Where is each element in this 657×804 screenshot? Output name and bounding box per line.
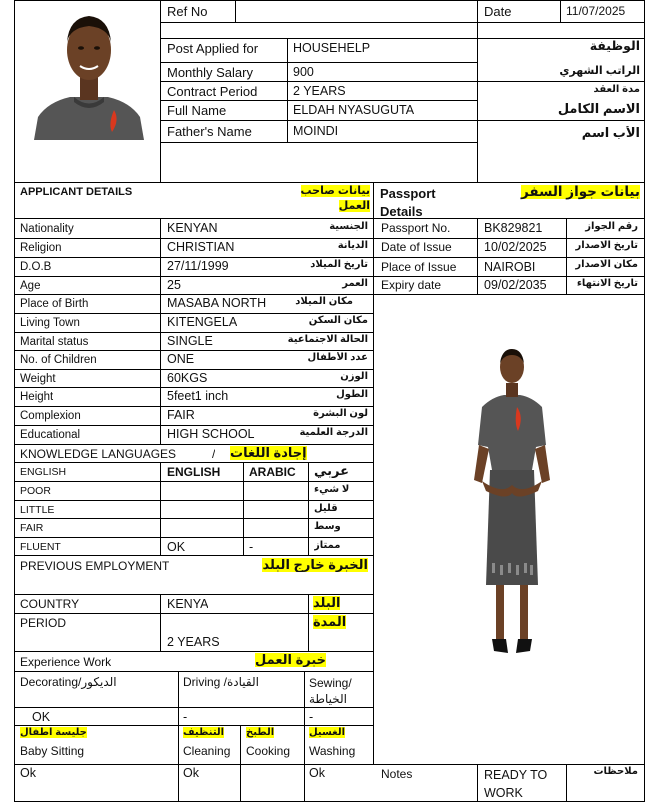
lang-poor-ar: لا شيء	[314, 484, 350, 495]
place-of-birth-label: Place of Birth	[20, 298, 89, 310]
full-name-ar: الاسم الكامل	[557, 102, 640, 116]
lang-little-ar: قليل	[314, 503, 338, 514]
previous-employment-title-ar: الخبرة خارج البلد	[262, 558, 368, 572]
passport-no-ar: رقم الجواز	[585, 221, 638, 232]
age-ar: العمر	[342, 278, 368, 289]
passport-details-title: Passport Details	[380, 186, 436, 220]
place-of-issue-value[interactable]: NAIROBI	[484, 261, 536, 274]
weight-ar: الوزن	[340, 371, 368, 382]
period-ar: المدة	[313, 615, 347, 629]
lang-fair-label: FAIR	[20, 523, 44, 534]
lang-poor-label: POOR	[20, 486, 51, 497]
complexion-value[interactable]: FAIR	[167, 409, 195, 422]
contract-period-label: Contract Period	[167, 85, 258, 99]
date-of-issue-ar: تاريخ الاصدار	[575, 240, 638, 251]
nationality-label: Nationality	[20, 223, 74, 235]
languages-slash: /	[212, 448, 216, 461]
lang-poor-english[interactable]	[167, 485, 237, 499]
lang-fluent-english[interactable]: OK	[167, 541, 186, 554]
monthly-salary-label: Monthly Salary	[167, 66, 253, 80]
marital-status-value[interactable]: SINGLE	[167, 335, 213, 348]
fathers-name-value[interactable]: MOINDI	[293, 125, 339, 138]
previous-employment-title: PREVIOUS EMPLOYMENT	[20, 560, 170, 573]
lang-fair-english[interactable]	[167, 522, 237, 536]
living-town-value[interactable]: KITENGELA	[167, 316, 238, 329]
ref-no-label: Ref No	[167, 5, 208, 19]
lang-little-arabic[interactable]	[249, 504, 304, 518]
lang-col-english: ENGLISH	[167, 466, 221, 479]
children-ar: عدد الأطفال	[307, 352, 368, 363]
washing-ar: الغسيل	[309, 727, 346, 738]
marital-status-ar: الحالة الاجتماعية	[287, 334, 368, 345]
dob-label: D.O.B	[20, 261, 52, 273]
age-label: Age	[20, 280, 41, 292]
applicant-details-title-ar: بيانات صاحب العمل	[300, 185, 370, 212]
marital-status-label: Marital status	[20, 336, 89, 348]
experience-title-ar: خبرة العمل	[255, 653, 327, 667]
expiry-date-label: Expiry date	[381, 279, 442, 292]
height-value[interactable]: 5feet1 inch	[167, 390, 229, 403]
passport-details-title-ar: بيانات جواز السفر	[521, 185, 640, 199]
fathers-name-ar: الأب اسم	[581, 126, 640, 140]
sewing-label: Sewing/ الخياطة	[309, 676, 352, 706]
full-name-label: Full Name	[167, 104, 227, 118]
lang-fluent-label: FLUENT	[20, 542, 61, 553]
cooking-ar: الطبخ	[246, 727, 275, 738]
dob-value[interactable]: 27/11/1999	[167, 260, 229, 273]
lang-little-label: LITTLE	[20, 505, 55, 516]
expiry-date-value[interactable]: 09/02/2035	[484, 279, 547, 292]
place-of-birth-value[interactable]: MASABA NORTH	[167, 297, 267, 310]
religion-value[interactable]: CHRISTIAN	[167, 241, 235, 254]
decorating-value[interactable]: OK	[32, 711, 51, 724]
children-value[interactable]: ONE	[167, 353, 195, 366]
baby-sitting-label: Baby Sitting	[20, 745, 85, 758]
weight-label: Weight	[20, 373, 56, 385]
children-label: No. of Children	[20, 354, 97, 366]
educational-value[interactable]: HIGH SCHOOL	[167, 428, 255, 441]
washing-label: Washing	[309, 745, 356, 758]
contract-period-ar: مدة العقد	[593, 84, 640, 95]
post-applied-label: Post Applied for	[167, 42, 259, 56]
complexion-ar: لون البشرة	[313, 408, 368, 419]
post-applied-value[interactable]: HOUSEHELP	[293, 42, 371, 55]
date-of-issue-label: Date of Issue	[381, 241, 452, 254]
educational-label: Educational	[20, 429, 81, 441]
period-value[interactable]: 2 YEARS	[167, 636, 220, 649]
lang-little-english[interactable]	[167, 504, 237, 518]
lang-fair-ar: وسط	[314, 521, 341, 532]
cleaning-ar: التنظيف	[183, 727, 225, 738]
cleaning-value[interactable]: Ok	[183, 767, 199, 780]
country-value[interactable]: KENYA	[167, 598, 209, 611]
languages-title: KNOWLEDGE LANGUAGES	[20, 448, 177, 461]
expiry-date-ar: تاريخ الانتهاء	[576, 278, 638, 289]
driving-value[interactable]: -	[183, 711, 188, 724]
nationality-value[interactable]: KENYAN	[167, 222, 218, 235]
notes-label: Notes	[381, 768, 413, 781]
post-applied-ar: الوظيفة	[589, 40, 640, 53]
languages-title-ar: إجادة اللغات	[230, 446, 307, 460]
date-label: Date	[484, 5, 512, 19]
contract-period-value[interactable]: 2 YEARS	[293, 85, 346, 98]
cleaning-label: Cleaning	[183, 745, 231, 758]
weight-value[interactable]: 60KGS	[167, 372, 208, 385]
ref-no-value[interactable]	[240, 5, 475, 19]
lang-poor-arabic[interactable]	[249, 485, 304, 499]
cooking-label: Cooking	[246, 745, 291, 758]
lang-fluent-ar: ممتاز	[314, 540, 341, 551]
driving-label: Driving /القيادة	[183, 676, 259, 689]
passport-no-value[interactable]: BK829821	[484, 222, 543, 235]
full-name-value[interactable]: ELDAH NYASUGUTA	[293, 104, 415, 117]
monthly-salary-value[interactable]: 900	[293, 66, 314, 79]
lang-col-label: ENGLISH	[20, 467, 67, 478]
lang-fluent-arabic[interactable]: -	[249, 541, 254, 554]
date-value[interactable]: 11/07/2025	[566, 5, 626, 18]
sewing-value[interactable]: -	[309, 711, 314, 724]
country-ar: البلد	[313, 596, 341, 610]
educational-ar: الدرجة العلمية	[299, 427, 368, 438]
lang-col-arabic: ARABIC	[249, 466, 296, 479]
place-of-birth-ar: مكان الميلاد	[295, 296, 353, 307]
place-of-issue-ar: مكان الاصدار	[575, 259, 638, 270]
country-label: COUNTRY	[20, 598, 80, 611]
monthly-salary-ar: الراتب الشهري	[559, 65, 640, 77]
date-of-issue-value[interactable]: 10/02/2025	[484, 241, 547, 254]
baby-sitting-value[interactable]: Ok	[20, 767, 36, 780]
notes-value[interactable]: READY TO WORK	[484, 768, 548, 800]
baby-sitting-ar: جليسة اطفال	[20, 727, 87, 738]
lang-fair-arabic[interactable]	[249, 522, 304, 536]
applicant-headshot	[28, 2, 150, 140]
height-ar: الطول	[336, 389, 368, 400]
washing-value[interactable]: Ok	[309, 767, 325, 780]
fathers-name-label: Father's Name	[167, 125, 252, 139]
nationality-ar: الجنسية	[329, 221, 368, 232]
religion-label: Religion	[20, 242, 62, 254]
experience-title: Experience Work	[20, 656, 112, 669]
height-label: Height	[20, 391, 54, 403]
cooking-value[interactable]	[246, 767, 301, 781]
applicant-full-body-photo	[462, 345, 562, 655]
period-label: PERIOD	[20, 617, 67, 630]
complexion-label: Complexion	[20, 410, 81, 422]
place-of-issue-label: Place of Issue	[381, 261, 457, 274]
living-town-label: Living Town	[20, 317, 80, 329]
religion-ar: الديانة	[337, 240, 368, 251]
dob-ar: تاريخ الميلاد	[310, 259, 368, 270]
living-town-ar: مكان السكن	[308, 315, 368, 326]
notes-ar: ملاحظات	[593, 766, 638, 777]
decorating-label: Decorating/الديكور	[20, 676, 117, 689]
passport-no-label: Passport No.	[381, 222, 451, 235]
age-value[interactable]: 25	[167, 279, 181, 292]
applicant-details-title: APPLICANT DETAILS	[20, 186, 133, 198]
lang-col-ar: عربي	[314, 464, 350, 478]
